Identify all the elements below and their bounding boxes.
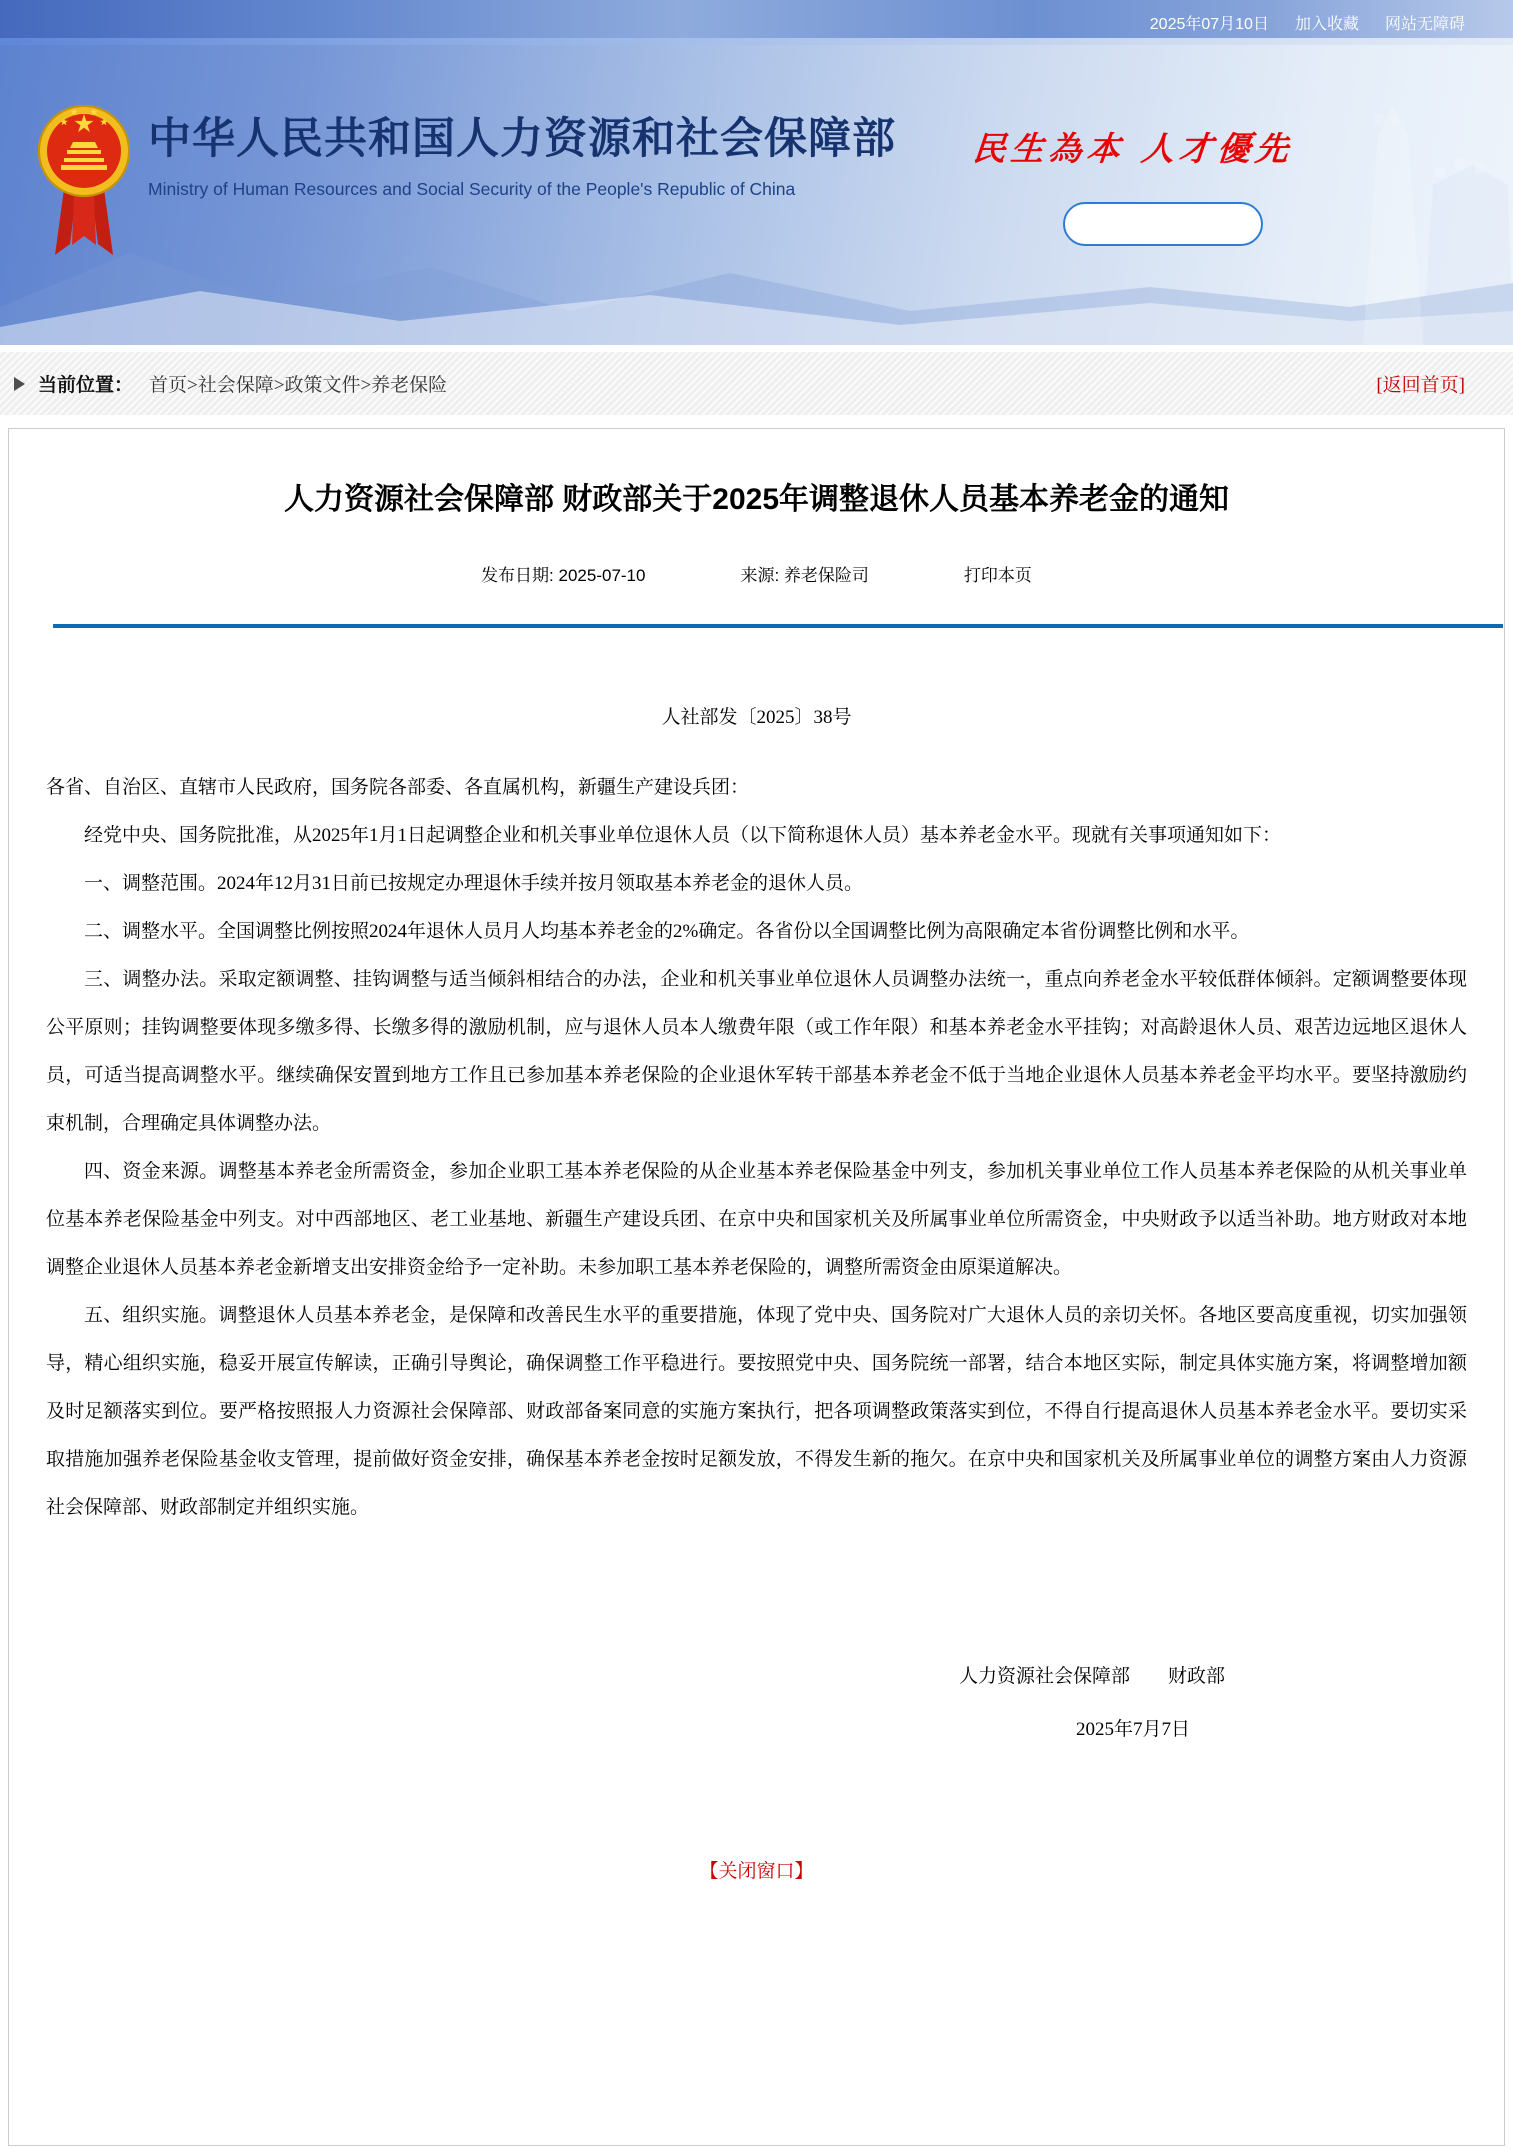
paragraph-section-3: 三、调整办法。采取定额调整、挂钩调整与适当倾斜相结合的办法，企业和机关事业单位退休人员调整办法统一，重点向养老金水平较低群体倾斜。定额调整要体现公平原则；挂钩调整要体现多缴多得、长缴多得的激励机制，应与退休人员本人缴费年限（或工作年限）和基本养老金水平挂钩；对高龄退休人员、艰苦边远地区退休人员，可适当提高调整水平。继续确保安置到地方工作且已参加基本养老保险的企业退休军转干部基本养老金不低于当地企业退休人员基本养老金平均水平。要坚持激励约束机制，合理确定具体调整办法。	[46, 969, 1467, 1134]
print-page-link[interactable]: 打印本页	[963, 566, 1032, 585]
article-source: 来源: 养老保险司	[740, 566, 869, 585]
topbar-date: 2025年07月10日	[1149, 16, 1269, 33]
site-title: 中华人民共和国人力资源和社会保障部	[148, 115, 896, 163]
national-emblem	[36, 93, 132, 265]
site-title-en: Ministry of Human Resources and Social Security of the People's Republic of China	[148, 179, 796, 199]
document-number: 人社部发〔2025〕38号	[661, 707, 852, 728]
add-favorite-link[interactable]: 加入收藏	[1294, 16, 1359, 33]
title-divider	[53, 624, 1503, 628]
breadcrumb-arrow-icon	[14, 377, 25, 391]
accessibility-link[interactable]: 网站无障碍	[1384, 16, 1465, 33]
breadcrumb-bar	[0, 352, 1513, 415]
site-header	[0, 45, 1513, 345]
breadcrumb-label: 当前位置：	[38, 375, 134, 396]
site-search[interactable]	[1063, 202, 1263, 246]
site-title-block	[148, 105, 896, 200]
paragraph-section-4: 四、资金来源。调整基本养老金所需资金，参加企业职工基本养老保险的从企业基本养老保险基金中列支，参加机关事业单位工作人员基本养老保险的从机关事业单位基本养老保险基金中列支。对中西部地区、老工业基地、新疆生产建设兵团、在京中央和国家机关及所属事业单位所需资金，中央财政予以适当补助。地方财政对本地调整企业退休人员基本养老金新增支出安排资金给予一定补助。未参加职工基本养老保险的，调整所需资金由原渠道解决。	[46, 1161, 1467, 1278]
article-container	[8, 428, 1505, 2146]
great-wall-decoration	[1323, 45, 1513, 345]
signature-block	[46, 1650, 1467, 1756]
back-home-link[interactable]: [返回首页]	[1376, 375, 1465, 396]
close-window-row	[46, 1856, 1467, 1923]
breadcrumb[interactable]: 首页>社会保障>政策文件>养老保险	[149, 375, 448, 396]
article-title: 人力资源社会保障部 财政部关于2025年调整退休人员基本养老金的通知	[283, 483, 1230, 516]
paragraph-section-1: 一、调整范围。2024年12月31日前已按规定办理退休手续并按月领取基本养老金的退休人员。	[84, 873, 864, 894]
publish-date: 发布日期: 2025-07-10	[481, 566, 646, 585]
paragraph-addressee: 各省、自治区、直辖市人民政府，国务院各部委、各直属机构，新疆生产建设兵团：	[46, 777, 750, 798]
paragraph-intro: 经党中央、国务院批准，从2025年1月1日起调整企业和机关事业单位退休人员（以下简称退休人员）基本养老金水平。现就有关事项通知如下：	[84, 825, 1282, 846]
signature-org: 人力资源社会保障部 财政部	[958, 1666, 1225, 1687]
article-meta	[46, 561, 1467, 586]
slogan-calligraphy: 民生為本 人才優先	[970, 129, 1295, 168]
signature-date: 2025年7月7日	[1075, 1719, 1190, 1740]
topbar	[0, 0, 1513, 45]
paragraph-section-5: 五、组织实施。调整退休人员基本养老金，是保障和改善民生水平的重要措施，体现了党中央、国务院对广大退休人员的亲切关怀。各地区要高度重视，切实加强领导，精心组织实施，稳妥开展宣传解读，正确引导舆论，确保调整工作平稳进行。要按照党中央、国务院统一部署，结合本地区实际，制定具体实施方案，将调整增加额及时足额落实到位。要严格按照报人力资源社会保障部、财政部备案同意的实施方案执行，把各项调整政策落实到位，不得自行提高退休人员基本养老金水平。要切实采取措施加强养老保险基金收支管理，提前做好资金安排，确保基本养老金按时足额发放，不得发生新的拖欠。在京中央和国家机关及所属事业单位的调整方案由人力资源社会保障部、财政部制定并组织实施。	[46, 1305, 1467, 1518]
close-window-link[interactable]: 【关闭窗口】	[699, 1861, 814, 1882]
search-input[interactable]	[1081, 203, 1292, 245]
paragraph-section-2: 二、调整水平。全国调整比例按照2024年退休人员月人均基本养老金的2%确定。各省份以全国调整比例为高限确定本省份调整比例和水平。	[84, 921, 1250, 942]
article-body	[46, 764, 1467, 1532]
